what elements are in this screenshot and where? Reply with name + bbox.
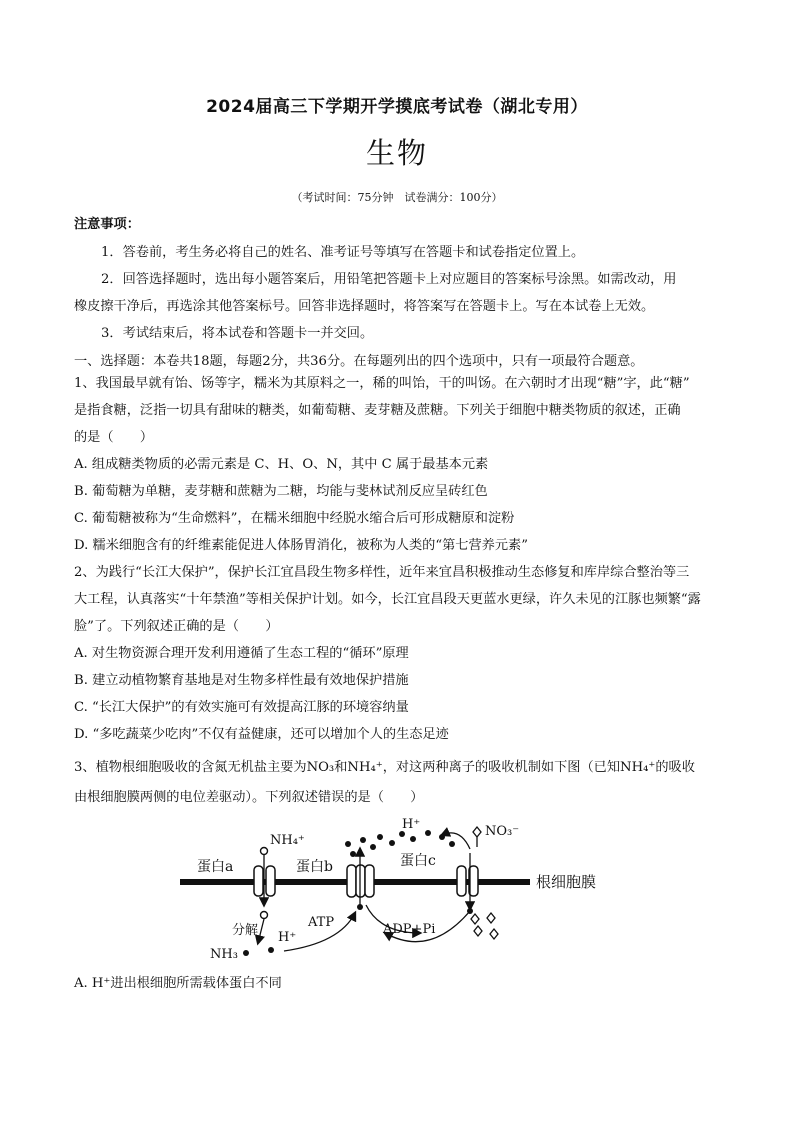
h-plus-bottom-label: H⁺ bbox=[278, 930, 297, 945]
question-option: A. 对生物资源合理开发利用遵循了生态工程的“循环”原理 bbox=[74, 646, 409, 661]
notice-heading: 注意事项： bbox=[74, 217, 140, 232]
question-stem: 的是（ ） bbox=[74, 430, 154, 445]
question-stem: 大工程，认真落实“十年禁渔”等相关保护计划。如今，长江宜昌段天更蓝水更绿，许久未见的江豚也频繁“露 bbox=[74, 592, 701, 607]
exam-info: （考试时间：75分钟 试卷满分：100分） bbox=[291, 191, 503, 204]
question-stem: 由根细胞膜两侧的电位差驱动）。下列叙述错误的是（ ） bbox=[74, 790, 424, 805]
question-stem: 2、为践行“长江大保护”，保护长江宜昌段生物多样性，近年来宜昌积极推动生态修复和库岸综合整治等三 bbox=[74, 565, 690, 580]
no3-label: NO₃⁻ bbox=[485, 824, 520, 839]
question-stem: 脸”了。下列叙述正确的是（ ） bbox=[74, 619, 279, 634]
question-option: D. 糯米细胞含有的纤维素能促进人体肠胃消化，被称为人类的“第七营养元素” bbox=[74, 538, 528, 553]
notice-item: 橡皮擦干净后，再选涂其他答案标号。回答非选择题时，将答案写在答题卡上。写在本试卷上无效。 bbox=[74, 299, 655, 314]
protein-c-label: 蛋白c bbox=[400, 853, 436, 869]
nh3-label: NH₃ bbox=[210, 947, 238, 962]
question-option: A. H⁺进出根细胞所需载体蛋白不同 bbox=[74, 976, 282, 991]
question-stem: 1、我国最早就有饴、饧等字，糯米为其原料之一，稀的叫饴，干的叫饧。在六朝时才出现“糖”字，此“糖” bbox=[74, 376, 690, 391]
h-ion-inside bbox=[268, 947, 274, 953]
question-option: B. 葡萄糖为单糖，麦芽糖和蔗糖为二糖，均能与斐林试剂反应呈砖红色 bbox=[74, 484, 488, 499]
atp-label: ATP bbox=[308, 915, 335, 930]
membrane-label: 根细胞膜 bbox=[536, 873, 597, 891]
nh3-molecule bbox=[243, 950, 249, 956]
notice-item: 1．答卷前，考生务必将自己的姓名、准考证号等填写在答题卡和试卷指定位置上。 bbox=[101, 245, 585, 260]
question-option: C. 葡萄糖被称为“生命燃料”，在糯米细胞中经脱水缩合后可形成糖原和淀粉 bbox=[74, 511, 515, 526]
question-option: B. 建立动植物繁育基地是对生物多样性最有效地保护措施 bbox=[74, 673, 409, 688]
no3-ion-outside bbox=[473, 827, 481, 837]
nh4-label: NH₄⁺ bbox=[270, 833, 305, 848]
question-option: A. 组成糖类物质的必需元素是 C、H、O、N，其中 C 属于最基本元素 bbox=[74, 457, 489, 472]
protein-b-label: 蛋白b bbox=[296, 859, 333, 875]
nh4-ion-outside bbox=[261, 848, 268, 855]
subject-title: 生物 bbox=[365, 136, 428, 170]
nh4-ion-inside bbox=[261, 912, 268, 919]
ion-transport-diagram bbox=[180, 813, 620, 973]
protein-a-label: 蛋白a bbox=[197, 859, 234, 875]
exam-title: 2024届高三下学期开学摸底考试卷（湖北专用） bbox=[206, 97, 588, 117]
question-option: C. “长江大保护”的有效实施可有效提高江豚的环境容纳量 bbox=[74, 700, 409, 715]
question-stem: 是指食糖，泛指一切具有甜味的糖类，如葡萄糖、麦芽糖及蔗糖。下列关于细胞中糖类物质的叙述，正确 bbox=[74, 403, 681, 418]
h-plus-top-label: H⁺ bbox=[402, 817, 421, 832]
adp-pi-label: ADP+Pi bbox=[383, 922, 436, 937]
notice-item: 2．回答选择题时，选出每小题答案后，用铅笔把答题卡上对应题目的答案标号涂黑。如需改动，用 bbox=[101, 272, 677, 287]
notice-item: 3．考试结束后，将本试卷和答题卡一并交回。 bbox=[101, 326, 374, 341]
section-heading: 一、选择题：本卷共18题，每题2分，共36分。在每题列出的四个选项中，只有一项最符合题意。 bbox=[74, 354, 644, 369]
no3-ions-inside bbox=[471, 913, 498, 939]
question-option: D. “多吃蔬菜少吃肉”不仅有益健康，还可以增加个人的生态足迹 bbox=[74, 727, 449, 742]
question-stem: 3、植物根细胞吸收的含氮无机盐主要为NO₃和NH₄⁺，对这两种离子的吸收机制如下图（已知NH₄⁺的吸收 bbox=[74, 760, 695, 775]
decompose-label: 分解 bbox=[232, 923, 259, 938]
